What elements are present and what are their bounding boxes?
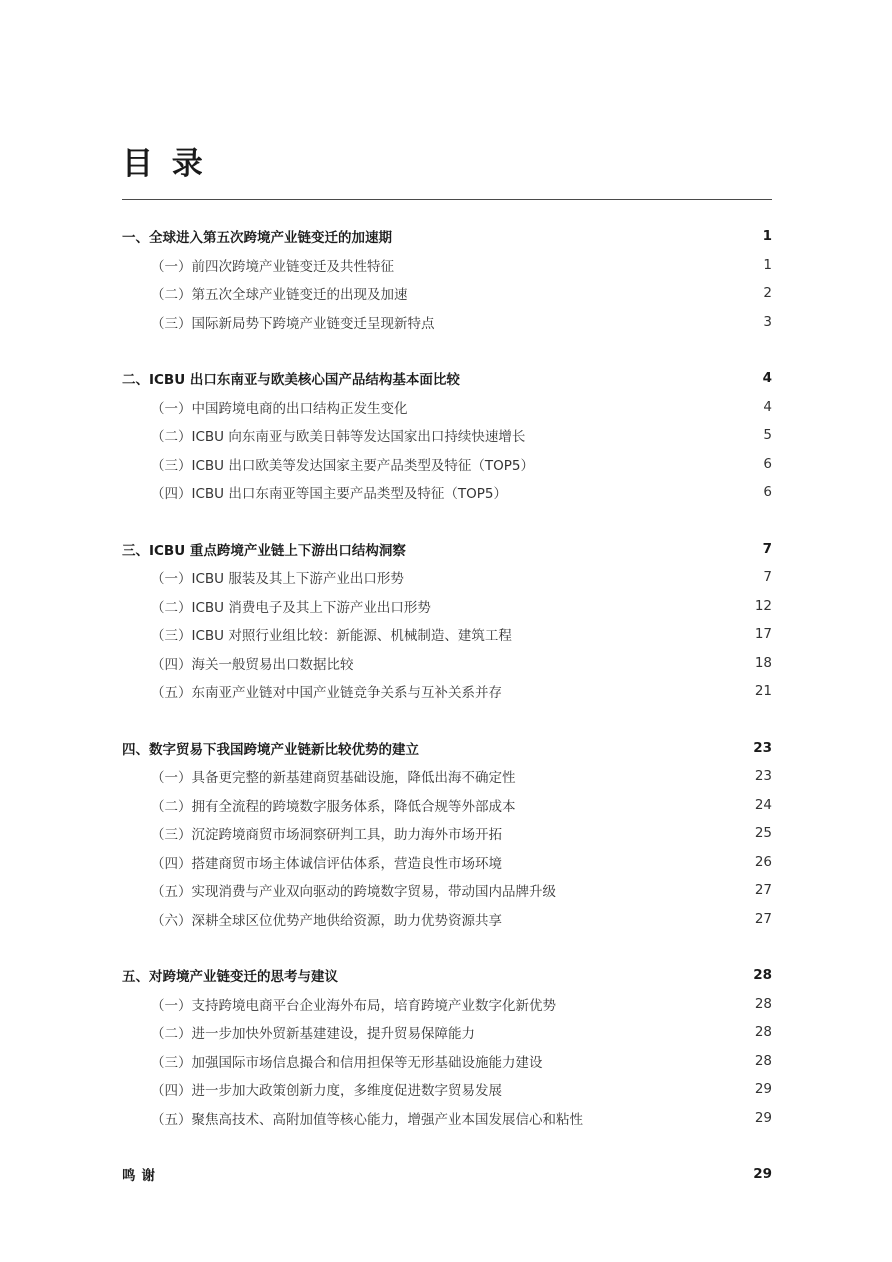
page-title: 目 录 xyxy=(122,146,207,182)
page-number: 23 xyxy=(754,768,772,785)
toc-section-2 xyxy=(122,364,772,507)
section-title: 鸣谢 xyxy=(122,1168,161,1185)
toc-section-heading[interactable] xyxy=(122,222,772,251)
toc-entry[interactable] xyxy=(122,1047,772,1076)
section-title: 四、数字贸易下我国跨境产业链新比较优势的建立 xyxy=(122,741,419,758)
toc-section-heading[interactable] xyxy=(122,734,772,763)
toc-entry[interactable] xyxy=(122,393,772,422)
entry-title: （一）中国跨境电商的出口结构正发生变化 xyxy=(151,400,408,417)
page-number: 24 xyxy=(754,796,772,813)
entry-title: （六）深耕全球区位优势产地供给资源，助力优势资源共享 xyxy=(151,912,502,929)
toc-entry[interactable] xyxy=(122,592,772,621)
page-number: 2 xyxy=(763,285,772,302)
toc-entry[interactable] xyxy=(122,1018,772,1047)
entry-title: （三）沉淀跨境商贸市场洞察研判工具，助力海外市场开拓 xyxy=(151,827,502,844)
toc-entry[interactable] xyxy=(122,905,772,934)
toc-entry[interactable] xyxy=(122,1075,772,1104)
toc-entry[interactable] xyxy=(122,421,772,450)
toc-section-heading[interactable] xyxy=(122,1160,772,1189)
toc-section-heading[interactable] xyxy=(122,364,772,393)
page-number: 27 xyxy=(754,910,772,927)
page-number: 25 xyxy=(754,825,772,842)
entry-title: （四）进一步加大政策创新力度，多维度促进数字贸易发展 xyxy=(151,1083,502,1100)
page-number: 7 xyxy=(763,569,772,586)
toc-section-heading[interactable] xyxy=(122,535,772,564)
page-number: 18 xyxy=(754,654,772,671)
toc-entry[interactable] xyxy=(122,478,772,507)
section-title: 一、全球进入第五次跨境产业链变迁的加速期 xyxy=(122,230,392,247)
entry-title: （三）加强国际市场信息撮合和信用担保等无形基础设施能力建设 xyxy=(151,1054,543,1071)
toc-entry[interactable] xyxy=(122,762,772,791)
toc-section-4 xyxy=(122,734,772,934)
entry-title: （一）具备更完整的新基建商贸基础设施，降低出海不确定性 xyxy=(151,770,516,787)
entry-title: （五）聚焦高技术、高附加值等核心能力，增强产业本国发展信心和粘性 xyxy=(151,1111,583,1128)
page-number: 23 xyxy=(753,739,772,756)
page-number: 6 xyxy=(763,455,772,472)
entry-title: （三）ICBU 出口欧美等发达国家主要产品类型及特征（TOP5） xyxy=(151,457,534,474)
section-title: 三、ICBU 重点跨境产业链上下游出口结构洞察 xyxy=(122,542,406,559)
page-number: 12 xyxy=(754,597,772,614)
entry-title: （一）前四次跨境产业链变迁及共性特征 xyxy=(151,258,394,275)
table-of-contents xyxy=(122,222,772,1217)
page-number: 17 xyxy=(754,626,772,643)
page-number: 21 xyxy=(754,683,772,700)
page-number: 28 xyxy=(754,1052,772,1069)
toc-entry[interactable] xyxy=(122,677,772,706)
page-number: 26 xyxy=(754,853,772,870)
toc-entry[interactable] xyxy=(122,990,772,1019)
page-number: 1 xyxy=(762,228,772,245)
entry-title: （二）ICBU 向东南亚与欧美日韩等发达国家出口持续快速增长 xyxy=(151,429,526,446)
toc-entry[interactable] xyxy=(122,308,772,337)
title-divider xyxy=(122,199,772,200)
section-title: 五、对跨境产业链变迁的思考与建议 xyxy=(122,969,338,986)
page-number: 28 xyxy=(754,1024,772,1041)
page-number: 7 xyxy=(762,540,772,557)
entry-title: （三）ICBU 对照行业组比较：新能源、机械制造、建筑工程 xyxy=(151,628,512,645)
page-number: 28 xyxy=(754,995,772,1012)
page-number: 6 xyxy=(763,484,772,501)
toc-entry[interactable] xyxy=(122,819,772,848)
toc-entry[interactable] xyxy=(122,791,772,820)
toc-entry[interactable] xyxy=(122,563,772,592)
toc-section-5 xyxy=(122,961,772,1132)
page-number: 3 xyxy=(763,313,772,330)
toc-section-3 xyxy=(122,535,772,706)
toc-entry[interactable] xyxy=(122,649,772,678)
page-number: 1 xyxy=(763,256,772,273)
entry-title: （五）东南亚产业链对中国产业链竞争关系与互补关系并存 xyxy=(151,685,502,702)
entry-title: （一）ICBU 服装及其上下游产业出口形势 xyxy=(151,571,404,588)
toc-entry[interactable] xyxy=(122,848,772,877)
entry-title: （一）支持跨境电商平台企业海外布局，培育跨境产业数字化新优势 xyxy=(151,997,556,1014)
page-number: 29 xyxy=(754,1081,772,1098)
entry-title: （二）拥有全流程的跨境数字服务体系，降低合规等外部成本 xyxy=(151,798,516,815)
section-title: 二、ICBU 出口东南亚与欧美核心国产品结构基本面比较 xyxy=(122,372,460,389)
toc-entry[interactable] xyxy=(122,1104,772,1133)
page-number: 29 xyxy=(754,1109,772,1126)
page-number: 4 xyxy=(762,370,772,387)
toc-entry[interactable] xyxy=(122,620,772,649)
page-number: 28 xyxy=(753,967,772,984)
entry-title: （二）进一步加快外贸新基建建设，提升贸易保障能力 xyxy=(151,1026,475,1043)
toc-entry[interactable] xyxy=(122,251,772,280)
entry-title: （四）海关一般贸易出口数据比较 xyxy=(151,656,354,673)
entry-title: （五）实现消费与产业双向驱动的跨境数字贸易，带动国内品牌升级 xyxy=(151,884,556,901)
entry-title: （二）第五次全球产业链变迁的出现及加速 xyxy=(151,287,408,304)
page-number: 27 xyxy=(754,882,772,899)
toc-acknowledgement xyxy=(122,1160,772,1189)
entry-title: （三）国际新局势下跨境产业链变迁呈现新特点 xyxy=(151,315,435,332)
page-number: 5 xyxy=(763,427,772,444)
page-number: 4 xyxy=(763,398,772,415)
entry-title: （四）搭建商贸市场主体诚信评估体系，营造良性市场环境 xyxy=(151,855,502,872)
toc-section-heading[interactable] xyxy=(122,961,772,990)
page-number: 29 xyxy=(753,1166,772,1183)
toc-entry[interactable] xyxy=(122,450,772,479)
toc-entry[interactable] xyxy=(122,876,772,905)
toc-entry[interactable] xyxy=(122,279,772,308)
entry-title: （四）ICBU 出口东南亚等国主要产品类型及特征（TOP5） xyxy=(151,486,507,503)
toc-section-1 xyxy=(122,222,772,336)
entry-title: （二）ICBU 消费电子及其上下游产业出口形势 xyxy=(151,599,431,616)
